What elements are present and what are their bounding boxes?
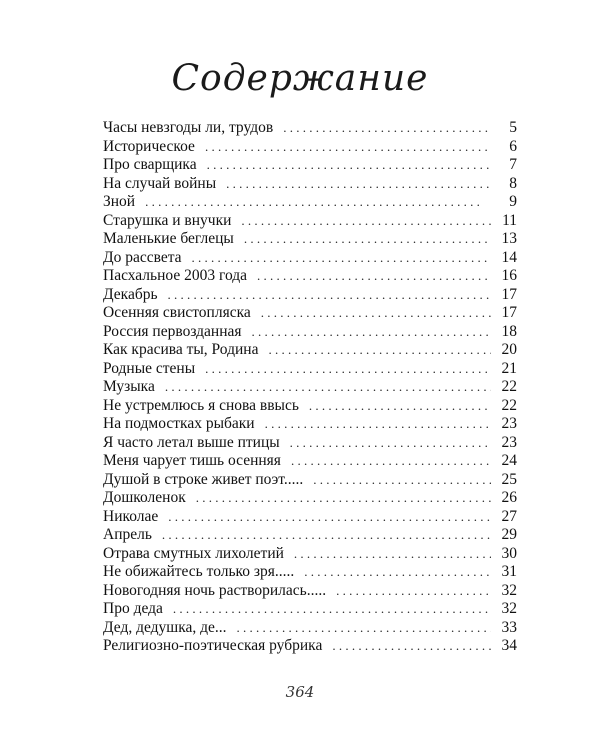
- toc-entry-page: 16: [501, 267, 517, 284]
- toc-entry-title: Не обижайтесь только зря.....: [103, 563, 295, 580]
- toc-entry: [103, 230, 517, 249]
- dot-leader: [290, 434, 491, 453]
- toc-entry-page: 5: [509, 119, 517, 136]
- dot-leader: [252, 323, 491, 342]
- dot-leader: [257, 267, 491, 286]
- toc-entry: [103, 489, 517, 508]
- toc-entry: [103, 304, 517, 323]
- toc-entry-title: Маленькие беглецы: [103, 230, 234, 247]
- dot-leader: [265, 415, 491, 434]
- toc-entry-title: Апрель: [103, 526, 152, 543]
- toc-entry-title: Родные стены: [103, 359, 196, 377]
- table-of-contents: [103, 119, 517, 656]
- toc-entry: [103, 341, 517, 360]
- toc-entry: [103, 471, 517, 490]
- dot-leader: [309, 397, 491, 416]
- toc-entry: [103, 119, 517, 138]
- toc-entry: [103, 637, 517, 656]
- toc-entry-title: Историческое: [103, 137, 195, 155]
- dot-leader: [207, 156, 491, 175]
- dot-leader: [261, 304, 491, 323]
- toc-entry-title: Душой в строке живет поэт.....: [103, 470, 304, 488]
- toc-entry: [103, 508, 517, 527]
- toc-entry: [103, 193, 517, 212]
- toc-entry-title: Музыка: [103, 378, 155, 395]
- toc-entry-title: Старушка и внучки: [103, 211, 232, 229]
- toc-entry: [103, 156, 517, 175]
- toc-entry-page: 11: [502, 211, 517, 229]
- toc-entry-page: 17: [501, 285, 517, 303]
- toc-entry: [103, 452, 517, 471]
- toc-entry: [103, 323, 517, 342]
- dot-leader: [336, 582, 491, 601]
- dot-leader: [332, 637, 491, 656]
- toc-entry: [103, 563, 517, 582]
- toc-entry-title: Зной: [103, 193, 136, 210]
- toc-entry-page: 25: [501, 470, 517, 488]
- toc-entry: [103, 415, 517, 434]
- dot-leader: [237, 619, 491, 638]
- toc-entry-title: До рассвета: [103, 248, 182, 266]
- toc-entry: [103, 582, 517, 601]
- dot-leader: [283, 119, 491, 138]
- dot-leader: [268, 341, 491, 360]
- toc-entry: [103, 545, 517, 564]
- toc-entry: [103, 138, 517, 157]
- toc-entry-page: 17: [501, 304, 517, 321]
- toc-entry-title: Как красива ты, Родина: [103, 341, 259, 358]
- toc-entry: [103, 212, 517, 231]
- toc-entry: [103, 360, 517, 379]
- toc-entry: [103, 249, 517, 268]
- toc-entry-page: 20: [501, 341, 517, 358]
- toc-entry: [103, 619, 517, 638]
- dot-leader: [173, 600, 491, 619]
- toc-entry-page: 31: [501, 563, 517, 580]
- toc-entry-title: Пасхальное 2003 года: [103, 267, 248, 284]
- toc-entry: [103, 397, 517, 416]
- toc-entry: [103, 378, 517, 397]
- toc-entry: [103, 600, 517, 619]
- toc-entry-page: 7: [509, 156, 517, 173]
- dot-leader: [226, 175, 491, 194]
- toc-entry-title: Про сварщика: [103, 156, 197, 173]
- page-number: 364: [285, 683, 315, 701]
- toc-entry-title: Я часто летал выше птицы: [103, 433, 280, 451]
- toc-entry-page: 29: [501, 526, 517, 543]
- dot-leader: [192, 249, 491, 268]
- toc-entry-page: 34: [501, 637, 517, 654]
- toc-entry-title: Декабрь: [103, 285, 158, 303]
- dot-leader: [165, 378, 491, 397]
- dot-leader: [291, 452, 491, 471]
- dot-leader: [196, 489, 491, 508]
- toc-entry-title: На подмостках рыбаки: [103, 415, 255, 432]
- toc-entry-page: 27: [501, 507, 517, 525]
- toc-entry-page: 6: [509, 137, 517, 155]
- dot-leader: [168, 508, 491, 527]
- toc-entry-page: 13: [501, 230, 517, 247]
- toc-entry-title: Часы невзгоды ли, трудов: [103, 119, 274, 136]
- toc-entry-title: На случай войны: [103, 174, 217, 192]
- toc-entry-page: 32: [501, 581, 517, 599]
- toc-entry: [103, 286, 517, 305]
- dot-leader: [313, 471, 491, 490]
- toc-entry-page: 30: [501, 544, 517, 562]
- dot-leader: [244, 230, 491, 249]
- toc-entry-title: Религиозно-поэтическая рубрика: [103, 637, 323, 654]
- dot-leader: [294, 545, 491, 564]
- dot-leader: [145, 193, 491, 212]
- toc-entry-page: 8: [509, 174, 517, 192]
- dot-leader: [162, 526, 491, 545]
- toc-entry-page: 32: [501, 600, 517, 617]
- toc-entry: [103, 175, 517, 194]
- toc-entry-page: 21: [501, 359, 517, 377]
- toc-entry-title: Новогодняя ночь растворилась.....: [103, 581, 327, 599]
- dot-leader: [241, 212, 491, 231]
- toc-entry: [103, 526, 517, 545]
- toc-entry-title: Россия первозданная: [103, 322, 242, 340]
- toc-entry-page: 9: [509, 193, 517, 210]
- toc-entry-page: 33: [501, 618, 517, 636]
- toc-entry-page: 24: [501, 452, 517, 469]
- toc-entry-title: Про деда: [103, 600, 163, 617]
- page-title: Содержание: [171, 58, 429, 99]
- toc-entry-page: 23: [501, 433, 517, 451]
- toc-entry-title: Отрава смутных лихолетий: [103, 544, 284, 562]
- toc-entry-title: Меня чарует тишь осенняя: [103, 452, 281, 469]
- toc-entry-title: Дед, дедушка, де...: [103, 618, 227, 636]
- toc-entry-page: 14: [501, 248, 517, 266]
- dot-leader: [205, 360, 491, 379]
- toc-entry: [103, 434, 517, 453]
- dot-leader: [205, 138, 491, 157]
- toc-entry-title: Не устремлюсь я снова ввысь: [103, 396, 299, 414]
- toc-entry-page: 22: [501, 378, 517, 395]
- toc-entry: [103, 267, 517, 286]
- dot-leader: [168, 286, 491, 305]
- toc-entry-title: Осенняя свистопляска: [103, 304, 251, 321]
- dot-leader: [304, 563, 491, 582]
- toc-entry-title: Николае: [103, 507, 159, 525]
- toc-entry-page: 18: [501, 322, 517, 340]
- toc-entry-page: 26: [501, 489, 517, 506]
- toc-entry-title: Дошколенок: [103, 489, 186, 506]
- toc-entry-page: 23: [501, 415, 517, 432]
- toc-entry-page: 22: [501, 396, 517, 414]
